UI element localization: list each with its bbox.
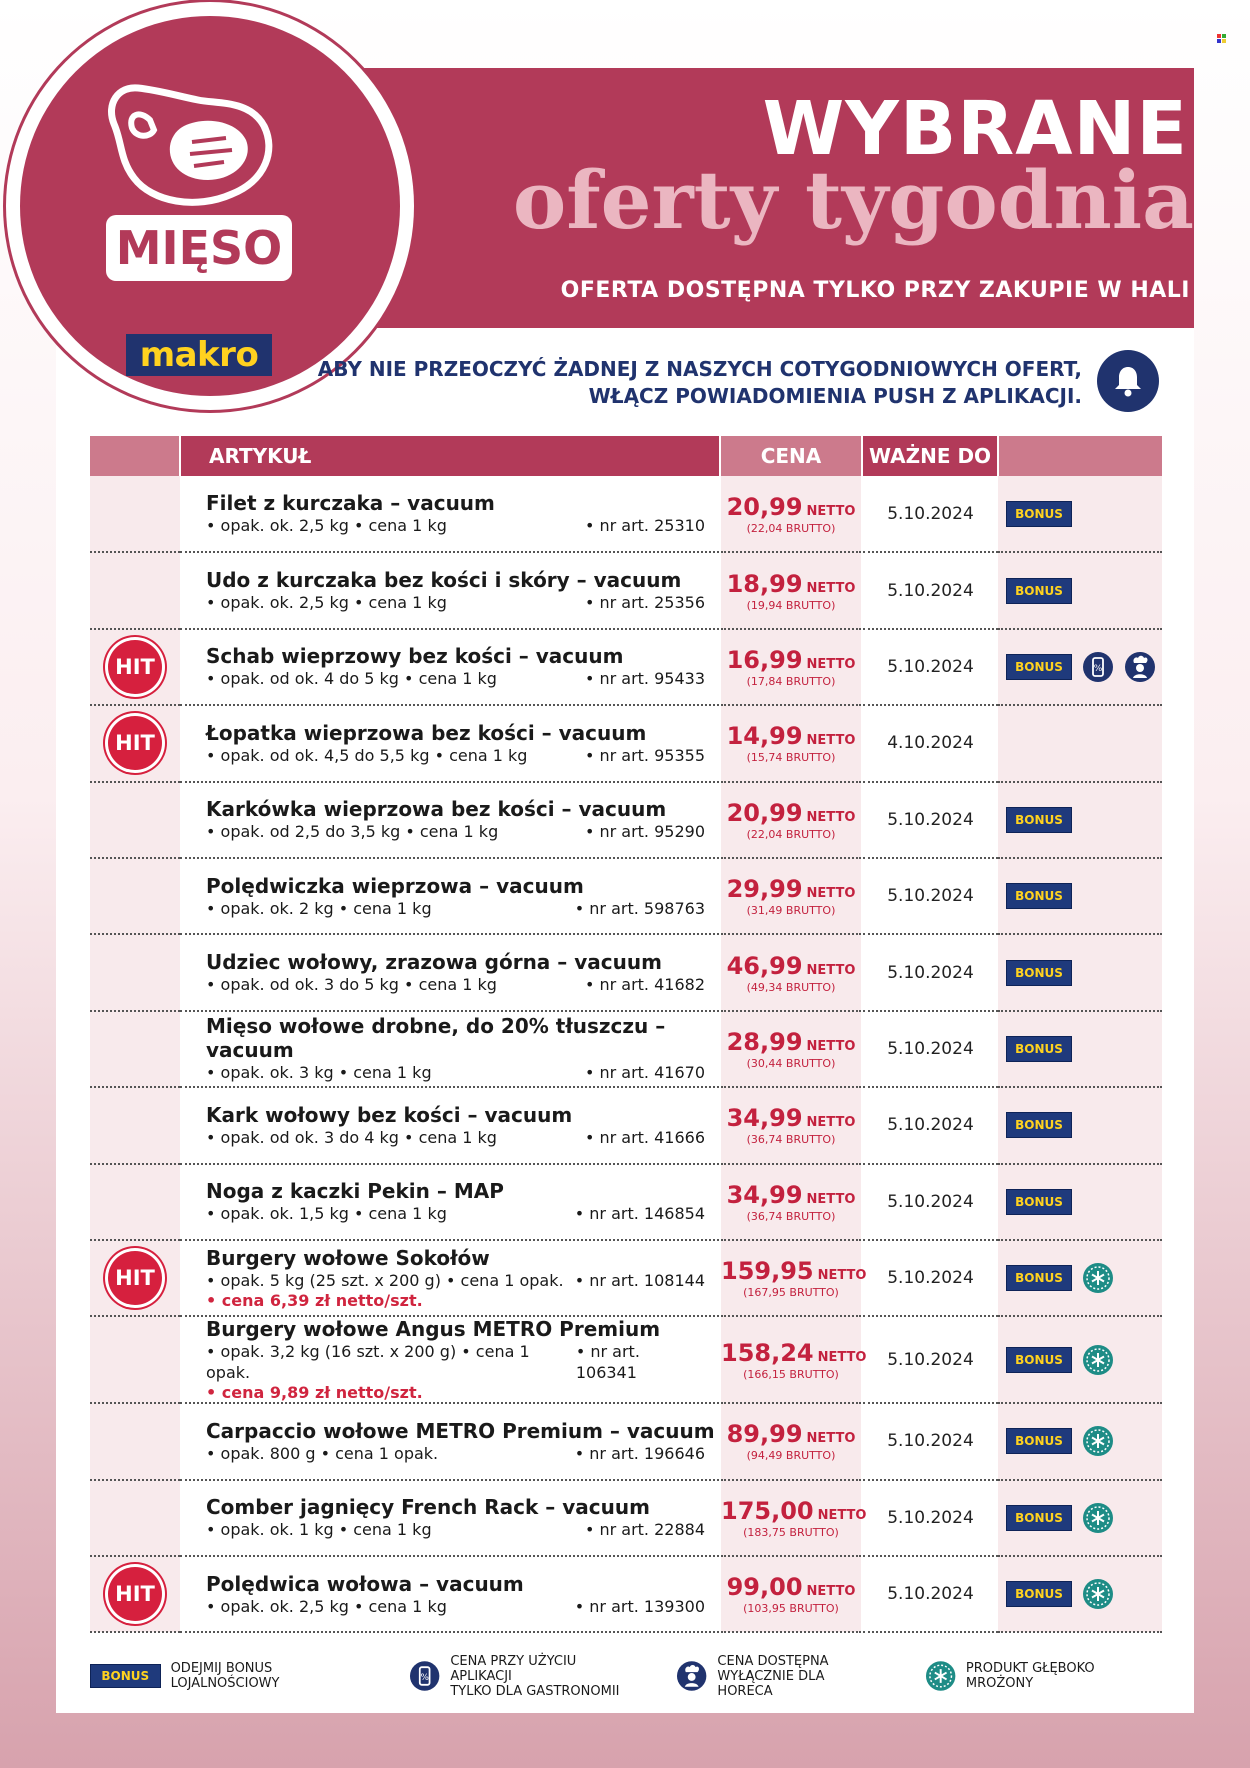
price-gross: (22,04 BRUTTO) xyxy=(746,521,836,535)
bonus-badge: BONUS xyxy=(1006,1505,1072,1531)
bonus-badge: BONUS xyxy=(1006,883,1072,909)
bell-icon xyxy=(1111,364,1145,398)
price-value: 20,99 xyxy=(726,798,803,827)
icons-cell xyxy=(998,1240,1162,1316)
price-gross: (22,04 BRUTTO) xyxy=(746,827,836,841)
product-info xyxy=(206,898,719,919)
product-article-number: • nr art. 139300 xyxy=(574,1596,705,1616)
product-name: Schab wieprzowy bez kości – vacuum xyxy=(206,644,624,669)
price-gross: (15,74 BRUTTO) xyxy=(746,751,836,765)
price-net xyxy=(721,1104,861,1132)
hit-cell xyxy=(90,1480,180,1556)
product-info xyxy=(206,1341,719,1383)
bonus-badge: BONUS xyxy=(1006,501,1072,527)
price-value: 16,99 xyxy=(726,645,803,674)
table-row xyxy=(90,1164,1162,1240)
price-cell xyxy=(720,552,862,628)
product-name: Noga z kaczki Pekin – MAP xyxy=(206,1179,504,1204)
price-net xyxy=(721,722,861,750)
price-net xyxy=(721,570,861,598)
product-unit-price: • cena 9,89 zł netto/szt. xyxy=(206,1383,423,1403)
price-net-label: NETTO xyxy=(806,886,856,902)
hit-cell xyxy=(90,858,180,934)
price-net xyxy=(721,1338,867,1367)
product-info xyxy=(206,745,719,766)
legend-app-text xyxy=(450,1654,638,1699)
valid-until-cell: 5.10.2024 xyxy=(862,1403,998,1479)
article-cell xyxy=(180,1556,720,1632)
table-row xyxy=(90,705,1162,781)
valid-until-cell: 5.10.2024 xyxy=(862,1316,998,1403)
price-net xyxy=(721,1573,861,1601)
icons-group xyxy=(1006,1425,1162,1457)
price-value: 20,99 xyxy=(726,492,803,521)
product-article-number: • nr art. 25310 xyxy=(584,516,705,536)
product-article-number: • nr art. 95433 xyxy=(584,669,705,689)
bonus-badge: BONUS xyxy=(1006,1265,1072,1291)
price-gross: (49,34 BRUTTO) xyxy=(746,980,836,994)
valid-until-cell: 4.10.2024 xyxy=(862,705,998,781)
article-cell xyxy=(180,782,720,858)
frozen-icon xyxy=(1082,1425,1114,1457)
icons-cell xyxy=(998,629,1162,705)
icons-cell xyxy=(998,1011,1162,1087)
legend xyxy=(90,1653,1162,1699)
price-gross: (36,74 BRUTTO) xyxy=(746,1209,836,1223)
price-net-label: NETTO xyxy=(806,1191,856,1207)
hit-cell xyxy=(90,705,180,781)
hit-badge: HIT xyxy=(108,1251,162,1305)
product-info xyxy=(206,1443,719,1464)
icons-cell xyxy=(998,1480,1162,1556)
frozen-icon xyxy=(1082,1344,1114,1376)
legend-app xyxy=(409,1654,638,1699)
article-cell xyxy=(180,1480,720,1556)
icons-cell xyxy=(998,1556,1162,1632)
price-cell xyxy=(720,1164,862,1240)
product-package: • opak. od ok. 4,5 do 5,5 kg • cena 1 kg xyxy=(206,745,528,765)
price-cell xyxy=(720,934,862,1010)
legend-bonus xyxy=(90,1661,381,1691)
article-cell xyxy=(180,476,720,552)
icons-cell xyxy=(998,1403,1162,1479)
price-net xyxy=(721,493,861,521)
legend-horeca-line-1: CENA DOSTĘPNA xyxy=(717,1653,829,1669)
price-cell xyxy=(720,1480,867,1556)
valid-until-cell: 5.10.2024 xyxy=(862,1164,998,1240)
price-value: 28,99 xyxy=(726,1027,803,1056)
product-unit-price: • cena 6,39 zł netto/szt. xyxy=(206,1291,423,1311)
table-header-row xyxy=(90,436,1162,476)
valid-until-cell: 5.10.2024 xyxy=(862,1011,998,1087)
price-net-label: NETTO xyxy=(806,962,856,978)
legend-frozen-text: PRODUKT GŁĘBOKO MROŻONY xyxy=(965,1661,1095,1691)
chef-icon xyxy=(1124,651,1156,683)
hit-cell xyxy=(90,1556,180,1632)
product-name: Łopatka wieprzowa bez kości – vacuum xyxy=(206,720,647,745)
product-name: Udo z kurczaka bez kości i skóry – vacuum xyxy=(206,568,682,593)
price-cell xyxy=(720,858,862,934)
price-gross: (183,75 BRUTTO) xyxy=(743,1525,839,1539)
icons-group xyxy=(1006,807,1162,833)
icons-cell xyxy=(998,782,1162,858)
article-cell xyxy=(180,934,720,1010)
icons-cell xyxy=(998,858,1162,934)
price-cell xyxy=(720,1087,862,1163)
price-net-label: NETTO xyxy=(806,733,856,749)
price-net-label: NETTO xyxy=(806,809,856,825)
product-package: • opak. 800 g • cena 1 opak. xyxy=(206,1443,439,1463)
hit-badge: HIT xyxy=(108,1567,162,1621)
product-name: Carpaccio wołowe METRO Premium – vacuum xyxy=(206,1418,715,1443)
subtitle: OFERTA DOSTĘPNA TYLKO PRZY ZAKUPIE W HALI xyxy=(560,278,1190,303)
price-cell xyxy=(720,1316,867,1403)
product-package: • opak. od ok. 3 do 5 kg • cena 1 kg xyxy=(206,975,497,995)
price-net xyxy=(721,952,861,980)
product-package: • opak. ok. 2 kg • cena 1 kg xyxy=(206,898,432,918)
icons-cell xyxy=(998,934,1162,1010)
price-net xyxy=(721,1496,867,1525)
makro-logo: makro xyxy=(126,334,272,376)
app-icon xyxy=(409,1660,440,1692)
price-net-label: NETTO xyxy=(806,580,856,596)
price-gross: (36,74 BRUTTO) xyxy=(746,1133,836,1147)
product-name: Polędwiczka wieprzowa – vacuum xyxy=(206,873,584,898)
article-cell xyxy=(180,858,720,934)
product-info xyxy=(206,515,719,536)
hit-cell xyxy=(90,782,180,858)
table-row xyxy=(90,629,1162,705)
hit-badge: HIT xyxy=(108,640,162,694)
table-row xyxy=(90,1011,1162,1087)
hit-cell xyxy=(90,476,180,552)
header-price: CENA xyxy=(720,436,862,476)
price-cell xyxy=(720,476,862,552)
product-package: • opak. od ok. 3 do 4 kg • cena 1 kg xyxy=(206,1127,497,1147)
product-package: • opak. ok. 2,5 kg • cena 1 kg xyxy=(206,516,447,536)
price-cell xyxy=(720,1011,862,1087)
bonus-badge: BONUS xyxy=(1006,807,1072,833)
article-cell xyxy=(180,629,720,705)
price-value: 29,99 xyxy=(726,875,803,904)
legend-app-line-1: CENA PRZY UŻYCIU APLIKACJI xyxy=(450,1653,577,1684)
steak-icon xyxy=(100,80,280,215)
product-package: • opak. od 2,5 do 3,5 kg • cena 1 kg xyxy=(206,822,499,842)
icons-cell xyxy=(998,476,1162,552)
hit-cell xyxy=(90,1011,180,1087)
table-row xyxy=(90,1087,1162,1163)
table-row xyxy=(90,1556,1162,1632)
icons-group xyxy=(1006,578,1162,604)
table-row xyxy=(90,782,1162,858)
price-cell xyxy=(720,629,862,705)
legend-horeca-text xyxy=(717,1654,880,1699)
product-package: • opak. ok. 1 kg • cena 1 kg xyxy=(206,1520,432,1540)
product-package: • opak. 3,2 kg (16 szt. x 200 g) • cena 1 opak. xyxy=(206,1342,530,1383)
price-cell xyxy=(720,705,862,781)
icons-cell xyxy=(998,1316,1162,1403)
product-article-number: • nr art. 196646 xyxy=(574,1443,705,1463)
hit-badge: HIT xyxy=(108,716,162,770)
bonus-badge: BONUS xyxy=(1006,1189,1072,1215)
header-hit-column xyxy=(90,436,180,476)
price-gross: (17,84 BRUTTO) xyxy=(746,674,836,688)
valid-until-cell: 5.10.2024 xyxy=(862,858,998,934)
product-article-number: • nr art. 95290 xyxy=(584,822,705,842)
bonus-badge: BONUS xyxy=(1006,1112,1072,1138)
product-article-number: • nr art. 146854 xyxy=(574,1204,705,1224)
table-row xyxy=(90,858,1162,934)
icons-group xyxy=(1006,1112,1162,1138)
frozen-icon xyxy=(1082,1578,1114,1610)
price-net-label: NETTO xyxy=(806,1431,856,1447)
push-bell-button[interactable] xyxy=(1097,350,1159,412)
legend-frozen xyxy=(925,1660,1163,1692)
header-article: ARTYKUŁ xyxy=(180,436,720,476)
product-package: • opak. ok. 3 kg • cena 1 kg xyxy=(206,1063,432,1083)
article-cell xyxy=(180,1240,720,1316)
product-name: Burgery wołowe Angus METRO Premium xyxy=(206,1317,661,1342)
table-row xyxy=(90,1403,1162,1479)
price-net xyxy=(721,1420,861,1448)
price-net xyxy=(721,1028,861,1056)
bonus-badge: BONUS xyxy=(90,1664,161,1688)
article-cell xyxy=(180,1403,720,1479)
icons-cell xyxy=(998,1087,1162,1163)
product-name: Kark wołowy bez kości – vacuum xyxy=(206,1102,573,1127)
hit-cell xyxy=(90,1087,180,1163)
bonus-badge: BONUS xyxy=(1006,960,1072,986)
price-value: 99,00 xyxy=(726,1573,803,1602)
product-package: • opak. ok. 2,5 kg • cena 1 kg xyxy=(206,593,447,613)
app-icon xyxy=(1082,651,1114,683)
frozen-icon xyxy=(1082,1502,1114,1534)
price-value: 46,99 xyxy=(726,951,803,980)
valid-until-cell: 5.10.2024 xyxy=(862,1480,998,1556)
article-cell xyxy=(180,1087,720,1163)
svg-text:%: % xyxy=(1093,663,1103,674)
product-article-number: • nr art. 41666 xyxy=(584,1127,705,1147)
product-article-number: • nr art. 22884 xyxy=(584,1520,705,1540)
product-info xyxy=(206,592,719,613)
product-name: Karkówka wieprzowa bez kości – vacuum xyxy=(206,797,667,822)
price-cell xyxy=(720,1403,862,1479)
table-row xyxy=(90,1316,1162,1403)
price-net-label: NETTO xyxy=(806,656,856,672)
bonus-badge: BONUS xyxy=(1006,1347,1072,1373)
price-value: 159,95 xyxy=(721,1257,814,1286)
title-line-2: oferty tygodnia xyxy=(512,153,1194,247)
price-gross: (167,95 BRUTTO) xyxy=(743,1286,839,1300)
product-name: Udziec wołowy, zrazowa górna – vacuum xyxy=(206,950,662,975)
product-info xyxy=(206,668,719,689)
product-article-number: • nr art. 41670 xyxy=(584,1063,705,1083)
table-row xyxy=(90,934,1162,1010)
corner-dots-icon xyxy=(1217,34,1227,44)
price-net xyxy=(721,1257,867,1286)
price-net-label: NETTO xyxy=(806,503,856,519)
table-row xyxy=(90,1240,1162,1316)
icons-group xyxy=(1006,1189,1162,1215)
product-article-number: • nr art. 106341 xyxy=(575,1342,640,1383)
legend-horeca-line-2: WYŁĄCZNIE DLA HORECA xyxy=(717,1668,825,1699)
price-cell xyxy=(720,782,862,858)
product-article-number: • nr art. 41682 xyxy=(584,975,705,995)
price-net xyxy=(721,646,861,674)
article-cell xyxy=(180,1011,720,1087)
price-net xyxy=(721,875,861,903)
price-net-label: NETTO xyxy=(817,1349,867,1365)
legend-app-line-2: TYLKO DLA GASTRONOMII xyxy=(450,1683,620,1699)
valid-until-cell: 5.10.2024 xyxy=(862,1087,998,1163)
article-cell xyxy=(180,705,720,781)
valid-until-cell: 5.10.2024 xyxy=(862,1240,998,1316)
price-gross: (30,44 BRUTTO) xyxy=(746,1056,836,1070)
offers-table xyxy=(90,436,1162,1633)
product-package: • opak. 5 kg (25 szt. x 200 g) • cena 1 opak. xyxy=(206,1271,564,1291)
table-row xyxy=(90,476,1162,552)
valid-until-cell: 5.10.2024 xyxy=(862,1556,998,1632)
price-net-label: NETTO xyxy=(806,1115,856,1131)
product-name: Mięso wołowe drobne, do 20% tłuszczu – vacuum xyxy=(206,1014,666,1063)
frozen-icon xyxy=(925,1660,956,1692)
product-info xyxy=(206,1062,719,1083)
icons-cell xyxy=(998,1164,1162,1240)
product-article-number: • nr art. 598763 xyxy=(574,898,705,918)
table-row xyxy=(90,552,1162,628)
icons-group xyxy=(1006,1502,1162,1534)
price-net-label: NETTO xyxy=(806,1038,856,1054)
hit-cell xyxy=(90,1164,180,1240)
price-value: 14,99 xyxy=(726,722,803,751)
title-line-1: WYBRANE xyxy=(762,86,1188,172)
header-icons-column xyxy=(998,436,1162,476)
price-net-label: NETTO xyxy=(817,1268,867,1284)
hit-cell xyxy=(90,552,180,628)
icons-group xyxy=(1006,1036,1162,1062)
icons-group xyxy=(1006,960,1162,986)
icons-group xyxy=(1006,883,1162,909)
price-gross: (31,49 BRUTTO) xyxy=(746,904,836,918)
product-name: Polędwica wołowa – vacuum xyxy=(206,1571,524,1596)
article-cell xyxy=(180,1164,720,1240)
valid-until-cell: 5.10.2024 xyxy=(862,552,998,628)
product-package: • opak. od ok. 4 do 5 kg • cena 1 kg xyxy=(206,669,497,689)
price-value: 89,99 xyxy=(726,1420,803,1449)
icons-group xyxy=(1006,501,1162,527)
price-net xyxy=(721,1181,861,1209)
price-net-label: NETTO xyxy=(806,1584,856,1600)
price-value: 34,99 xyxy=(726,1180,803,1209)
bonus-badge: BONUS xyxy=(1006,578,1072,604)
price-value: 34,99 xyxy=(726,1104,803,1133)
icons-group xyxy=(1006,1578,1162,1610)
product-package: • opak. ok. 1,5 kg • cena 1 kg xyxy=(206,1204,447,1224)
chef-icon xyxy=(676,1660,707,1692)
bonus-badge: BONUS xyxy=(1006,1036,1072,1062)
product-article-number: • nr art. 95355 xyxy=(584,745,705,765)
price-gross: (94,49 BRUTTO) xyxy=(746,1449,836,1463)
icons-group xyxy=(1006,1344,1162,1376)
product-name: Burgery wołowe Sokołów xyxy=(206,1246,490,1271)
hit-cell xyxy=(90,629,180,705)
price-value: 158,24 xyxy=(721,1338,814,1367)
valid-until-cell: 5.10.2024 xyxy=(862,476,998,552)
valid-until-cell: 5.10.2024 xyxy=(862,782,998,858)
push-notice-line-2: WŁĄCZ POWIADOMIENIA PUSH Z APLIKACJI. xyxy=(588,384,1082,408)
icons-group xyxy=(1006,651,1162,683)
price-net xyxy=(721,799,861,827)
product-article-number: • nr art. 25356 xyxy=(584,593,705,613)
icons-group xyxy=(1006,1262,1162,1294)
product-article-number: • nr art. 108144 xyxy=(574,1271,705,1291)
product-info xyxy=(206,1127,719,1148)
price-cell xyxy=(720,1556,862,1632)
hit-cell xyxy=(90,1240,180,1316)
hit-cell xyxy=(90,934,180,1010)
product-package: • opak. ok. 2,5 kg • cena 1 kg xyxy=(206,1596,447,1616)
product-info xyxy=(206,1596,719,1617)
header-valid-until: WAŻNE DO xyxy=(862,436,998,476)
product-name: Comber jagnięcy French Rack – vacuum xyxy=(206,1495,650,1520)
valid-until-cell: 5.10.2024 xyxy=(862,934,998,1010)
price-net-label: NETTO xyxy=(817,1507,867,1523)
product-info xyxy=(206,1203,719,1224)
icons-cell xyxy=(998,705,1162,781)
icons-cell xyxy=(998,552,1162,628)
price-value: 175,00 xyxy=(721,1496,814,1525)
bonus-badge: BONUS xyxy=(1006,1581,1072,1607)
legend-horeca xyxy=(676,1654,880,1699)
push-notice-line-1: ABY NIE PRZEOCZYĆ ŻADNEJ Z NASZYCH COTYGODNIOWYCH OFERT, xyxy=(317,357,1082,381)
hit-cell xyxy=(90,1403,180,1479)
product-info xyxy=(206,821,719,842)
bonus-badge: BONUS xyxy=(1006,654,1072,680)
price-cell xyxy=(720,1240,867,1316)
category-label: MIĘSO xyxy=(106,215,292,281)
product-info xyxy=(206,1519,719,1540)
price-gross: (103,95 BRUTTO) xyxy=(743,1602,839,1616)
article-cell xyxy=(180,1316,720,1403)
valid-until-cell: 5.10.2024 xyxy=(862,629,998,705)
product-info xyxy=(206,974,719,995)
legend-bonus-text: ODEJMIJ BONUS LOJALNOŚCIOWY xyxy=(170,1661,280,1691)
bonus-badge: BONUS xyxy=(1006,1428,1072,1454)
price-gross: (19,94 BRUTTO) xyxy=(746,598,836,612)
price-gross: (166,15 BRUTTO) xyxy=(743,1367,839,1381)
hit-cell xyxy=(90,1316,180,1403)
price-value: 18,99 xyxy=(726,569,803,598)
article-cell xyxy=(180,552,720,628)
svg-text:%: % xyxy=(420,1672,429,1683)
push-notice xyxy=(318,356,1082,410)
frozen-icon xyxy=(1082,1262,1114,1294)
product-name: Filet z kurczaka – vacuum xyxy=(206,491,495,516)
table-row xyxy=(90,1480,1162,1556)
product-info xyxy=(206,1270,719,1291)
